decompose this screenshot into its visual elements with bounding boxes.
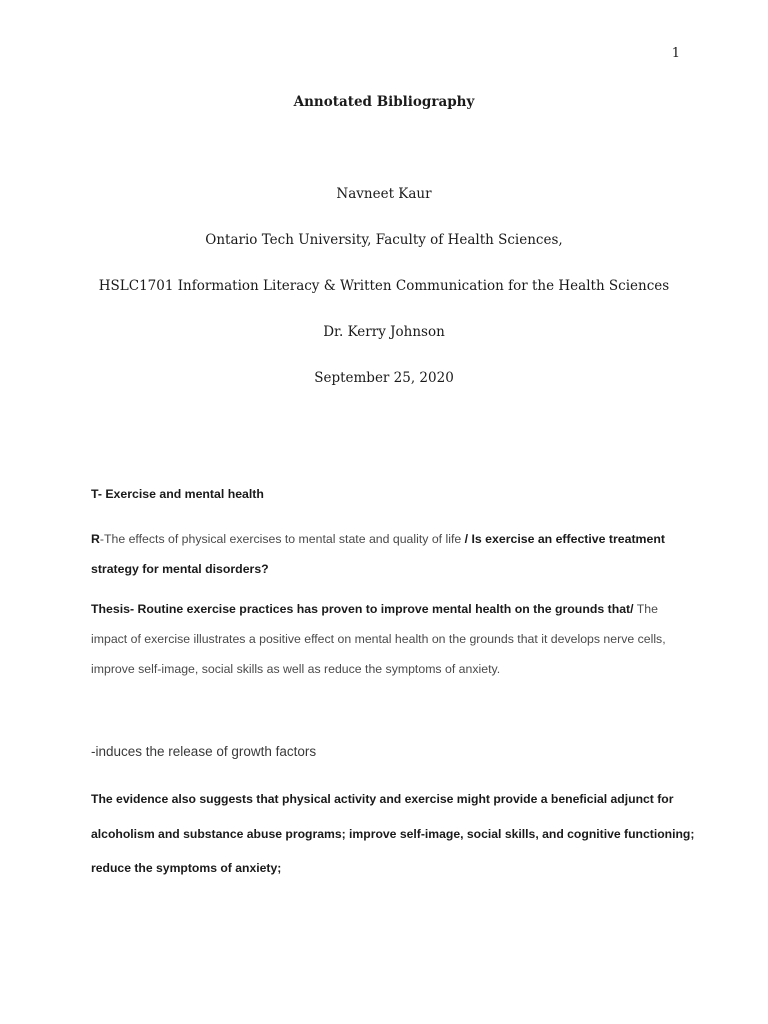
course-name: HSLC1701 Information Literacy & Written Communication for the Health Sciences bbox=[98, 278, 670, 294]
thesis-line-1 bbox=[91, 602, 658, 616]
supporting-point: -induces the release of growth factors bbox=[91, 744, 317, 759]
research-text: -The effects of physical exercises to mental state and quality of life bbox=[99, 532, 462, 546]
research-prefix: R bbox=[91, 532, 100, 546]
evidence-line-1: The evidence also suggests that physical activity and exercise might provide a beneficial adjunct for bbox=[91, 792, 674, 806]
research-slash: / bbox=[461, 532, 472, 546]
evidence-paragraph bbox=[91, 792, 695, 882]
thesis-line-2: impact of exercise illustrates a positive effect on mental health on the grounds that it develops nerve cells, bbox=[91, 632, 666, 646]
author-name: Navneet Kaur bbox=[336, 186, 432, 202]
page-number: 1 bbox=[671, 46, 680, 61]
thesis-bold-text: Thesis- Routine exercise practices has proven to improve mental health on the grounds that bbox=[91, 602, 631, 616]
thesis-statement bbox=[91, 602, 691, 682]
thesis-slash: / bbox=[630, 602, 634, 616]
research-question bbox=[91, 532, 691, 582]
instructor-name: Dr. Kerry Johnson bbox=[323, 324, 445, 340]
evidence-line-3: reduce the symptoms of anxiety; bbox=[91, 861, 282, 875]
document-title: Annotated Bibliography bbox=[293, 94, 475, 110]
thesis-line-1-rest: The bbox=[633, 602, 658, 616]
topic-heading: T- Exercise and mental health bbox=[91, 487, 264, 501]
research-question-part-1: Is exercise an effective treatment bbox=[471, 532, 665, 546]
evidence-line-2: alcoholism and substance abuse programs; improve self-image, social skills, and cognitive functioning; bbox=[91, 827, 695, 841]
research-line-1 bbox=[91, 532, 665, 546]
research-question-part-2: strategy for mental disorders? bbox=[91, 562, 269, 576]
submission-date: September 25, 2020 bbox=[314, 370, 454, 386]
thesis-line-3: improve self-image, social skills as well as reduce the symptoms of anxiety. bbox=[91, 662, 501, 676]
institution-name: Ontario Tech University, Faculty of Health Sciences, bbox=[205, 232, 563, 248]
